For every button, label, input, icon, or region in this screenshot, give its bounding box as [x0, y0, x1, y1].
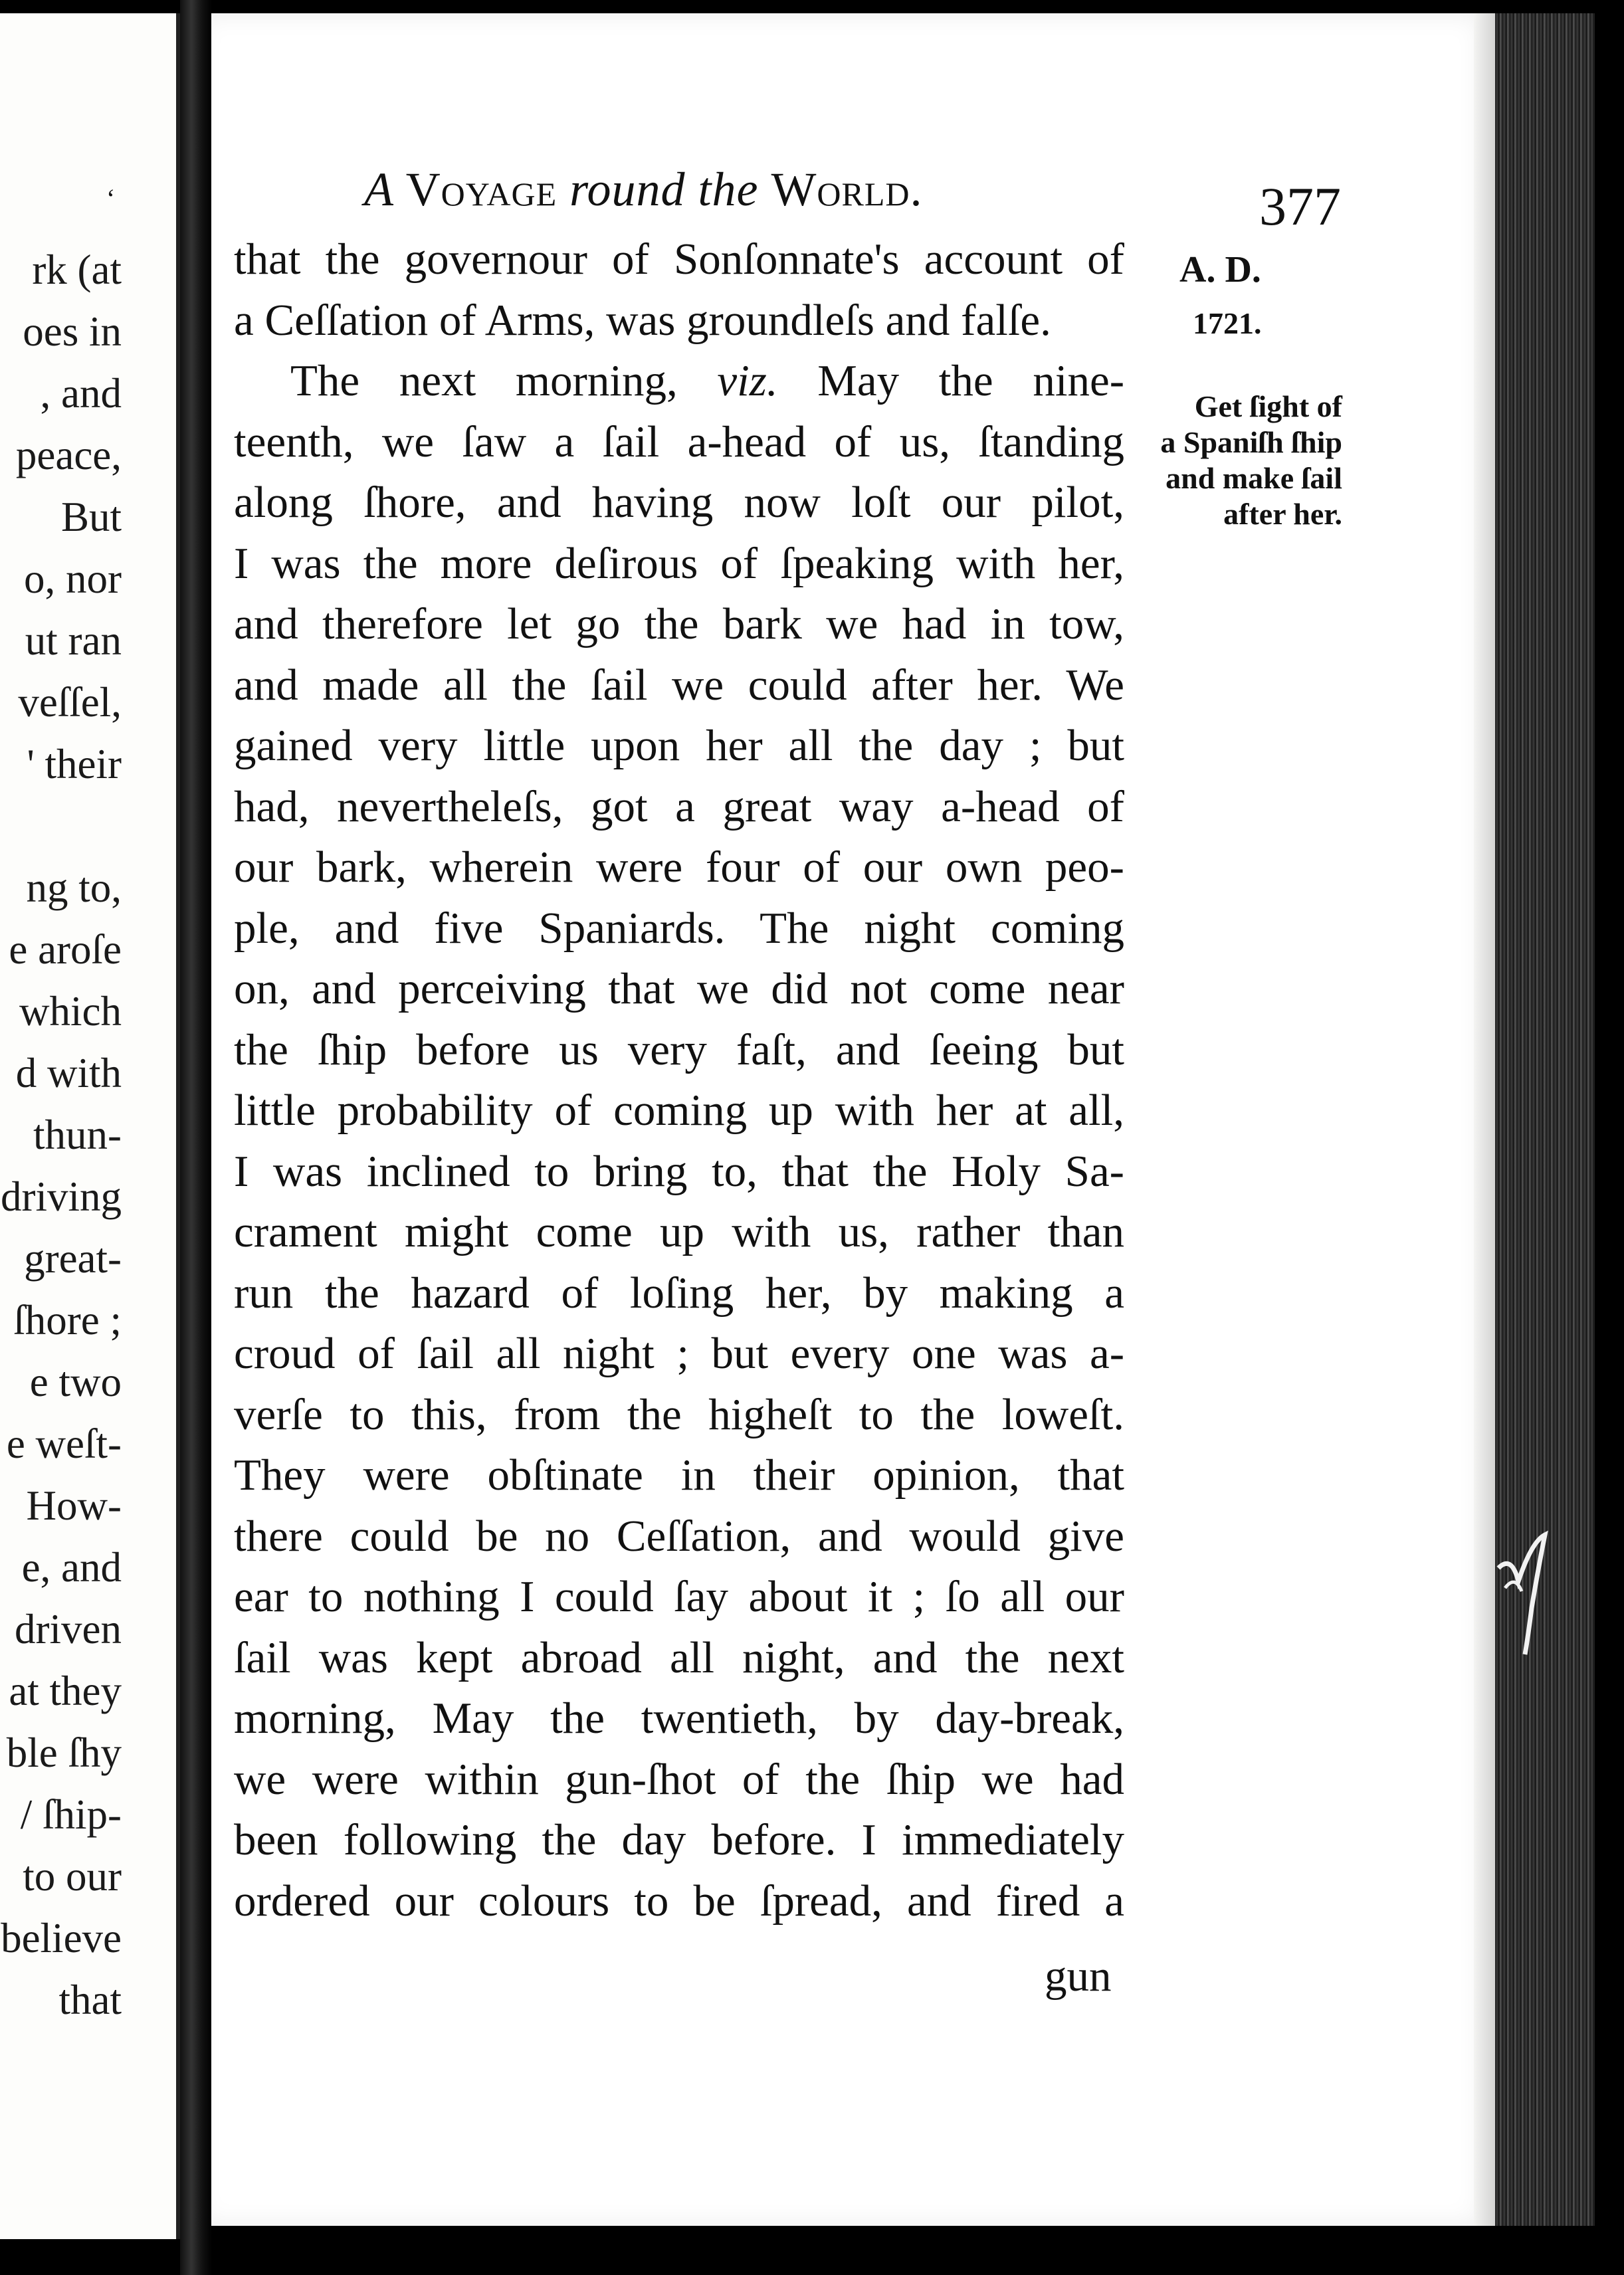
page-edge	[1474, 13, 1498, 2226]
text-line: had, nevertheleſs, got a great way a-head of	[234, 781, 1124, 831]
page-number: 377	[1259, 176, 1341, 237]
text-line: verſe to this, from the higheſt to the loweſt.	[234, 1389, 1124, 1439]
facing-page-line: driving	[1, 1173, 122, 1220]
text-line: ple, and five Spaniards. The night coming	[234, 903, 1124, 953]
text-line: the ſhip before us very faſt, and ſeeing but	[234, 1025, 1124, 1074]
text-line: ear to nothing I could ſay about it ; ſo all our	[234, 1572, 1124, 1621]
facing-page-line: ut ran	[25, 617, 122, 664]
facing-page-line: peace,	[15, 432, 122, 478]
text-line: been following the day before. I immediately	[234, 1815, 1124, 1864]
running-head-voyage: Voyage	[405, 163, 558, 216]
ink-mark	[1492, 1528, 1565, 1661]
facing-page	[0, 13, 180, 2239]
facing-page-line: But	[60, 494, 122, 540]
running-head-world: World.	[771, 163, 923, 216]
running-head-a: A	[364, 163, 406, 216]
book-fore-edge	[1495, 13, 1595, 2226]
marginal-note-line: Get ſight of	[1194, 389, 1342, 423]
text-line: They were obſtinate in their opinion, that	[234, 1450, 1124, 1500]
text-line: gained very little upon her all the day ; but	[234, 721, 1124, 770]
text-line: teenth, we ſaw a ſail a-head of us, ſtanding	[234, 417, 1124, 466]
facing-page-line: How-	[26, 1482, 122, 1529]
facing-page-line: rk (at	[32, 247, 122, 293]
facing-page-line: ble ſhy	[6, 1730, 122, 1776]
facing-page-line: believe	[1, 1915, 122, 1961]
text-line: our bark, wherein were four of our own peo-	[234, 842, 1124, 892]
facing-page-line: which	[19, 988, 122, 1035]
text-line: ſail was kept abroad all night, and the next	[234, 1632, 1124, 1682]
facing-page-line: d with	[15, 1050, 122, 1096]
facing-page-line: ' their	[27, 741, 122, 787]
text-line: The next morning, viz. May the nine-	[290, 356, 1125, 405]
facing-page-line: that	[58, 1977, 122, 2023]
facing-page-line: / ſhip-	[20, 1791, 122, 1838]
facing-page-line: oes in	[23, 308, 122, 355]
facing-page-line: ſhore ;	[13, 1297, 122, 1343]
text-line: that the governour of Sonſonnate's account of	[234, 235, 1124, 284]
text-line: I was inclined to bring to, that the Holy Sa-	[234, 1146, 1124, 1196]
facing-page-line: to our	[23, 1853, 122, 1900]
text-line: there could be no Ceſſation, and would give	[234, 1511, 1124, 1561]
marginal-note-line: a Spaniſh ſhip	[1160, 425, 1342, 459]
text-line: run the hazard of loſing her, by making a	[234, 1268, 1124, 1318]
facing-page-line: veſſel,	[18, 679, 122, 726]
text-line: a Ceſſation of Arms, was groundleſs and falſe.	[234, 295, 1051, 345]
facing-page-line: great-	[24, 1235, 122, 1282]
facing-page-line: o, nor	[24, 555, 122, 602]
text-line: on, and perceiving that we did not come near	[234, 964, 1124, 1013]
text-line: ordered our colours to be ſpread, and fired a	[234, 1876, 1124, 1926]
text-line: little probability of coming up with her at all,	[234, 1086, 1124, 1135]
facing-page-line: e, and	[21, 1544, 122, 1591]
book-gutter	[180, 0, 212, 2275]
facing-page-line: thun-	[33, 1112, 122, 1158]
text-line: along ſhore, and having now loſt our pilot,	[234, 478, 1124, 527]
facing-page-line: e two	[29, 1359, 122, 1405]
ink-dot: ‘	[106, 183, 116, 213]
running-head	[364, 162, 1029, 217]
text-line: morning, May the twentieth, by day-break,	[234, 1694, 1124, 1743]
catchword: gun	[1045, 1951, 1112, 2001]
running-head-round-the: round the	[557, 163, 771, 216]
marginal-note	[1143, 389, 1342, 532]
facing-page-line: e aroſe	[9, 926, 122, 973]
marginal-note-line: and make ſail	[1166, 461, 1342, 495]
marginal-note-line: after her.	[1223, 497, 1342, 531]
text-line: croud of ſail all night ; but every one was a-	[234, 1329, 1124, 1378]
facing-page-line: at they	[9, 1668, 122, 1714]
facing-page-line: driven	[15, 1606, 122, 1652]
facing-page-line: , and	[40, 370, 122, 417]
text-line: we were within gun-ſhot of the ſhip we had	[234, 1754, 1124, 1804]
text-line: I was the more deſirous of ſpeaking with her,	[234, 538, 1124, 588]
text-line: crament might come up with us, rather than	[234, 1207, 1124, 1256]
margin-date-label: A. D.	[1179, 249, 1261, 290]
margin-year: 1721.	[1193, 306, 1262, 340]
text-line: and made all the ſail we could after her. We	[234, 660, 1124, 710]
text-line: and therefore let go the bark we had in tow,	[234, 599, 1124, 648]
facing-page-line: e weſt-	[6, 1421, 122, 1467]
facing-page-line: ng to,	[26, 864, 122, 911]
